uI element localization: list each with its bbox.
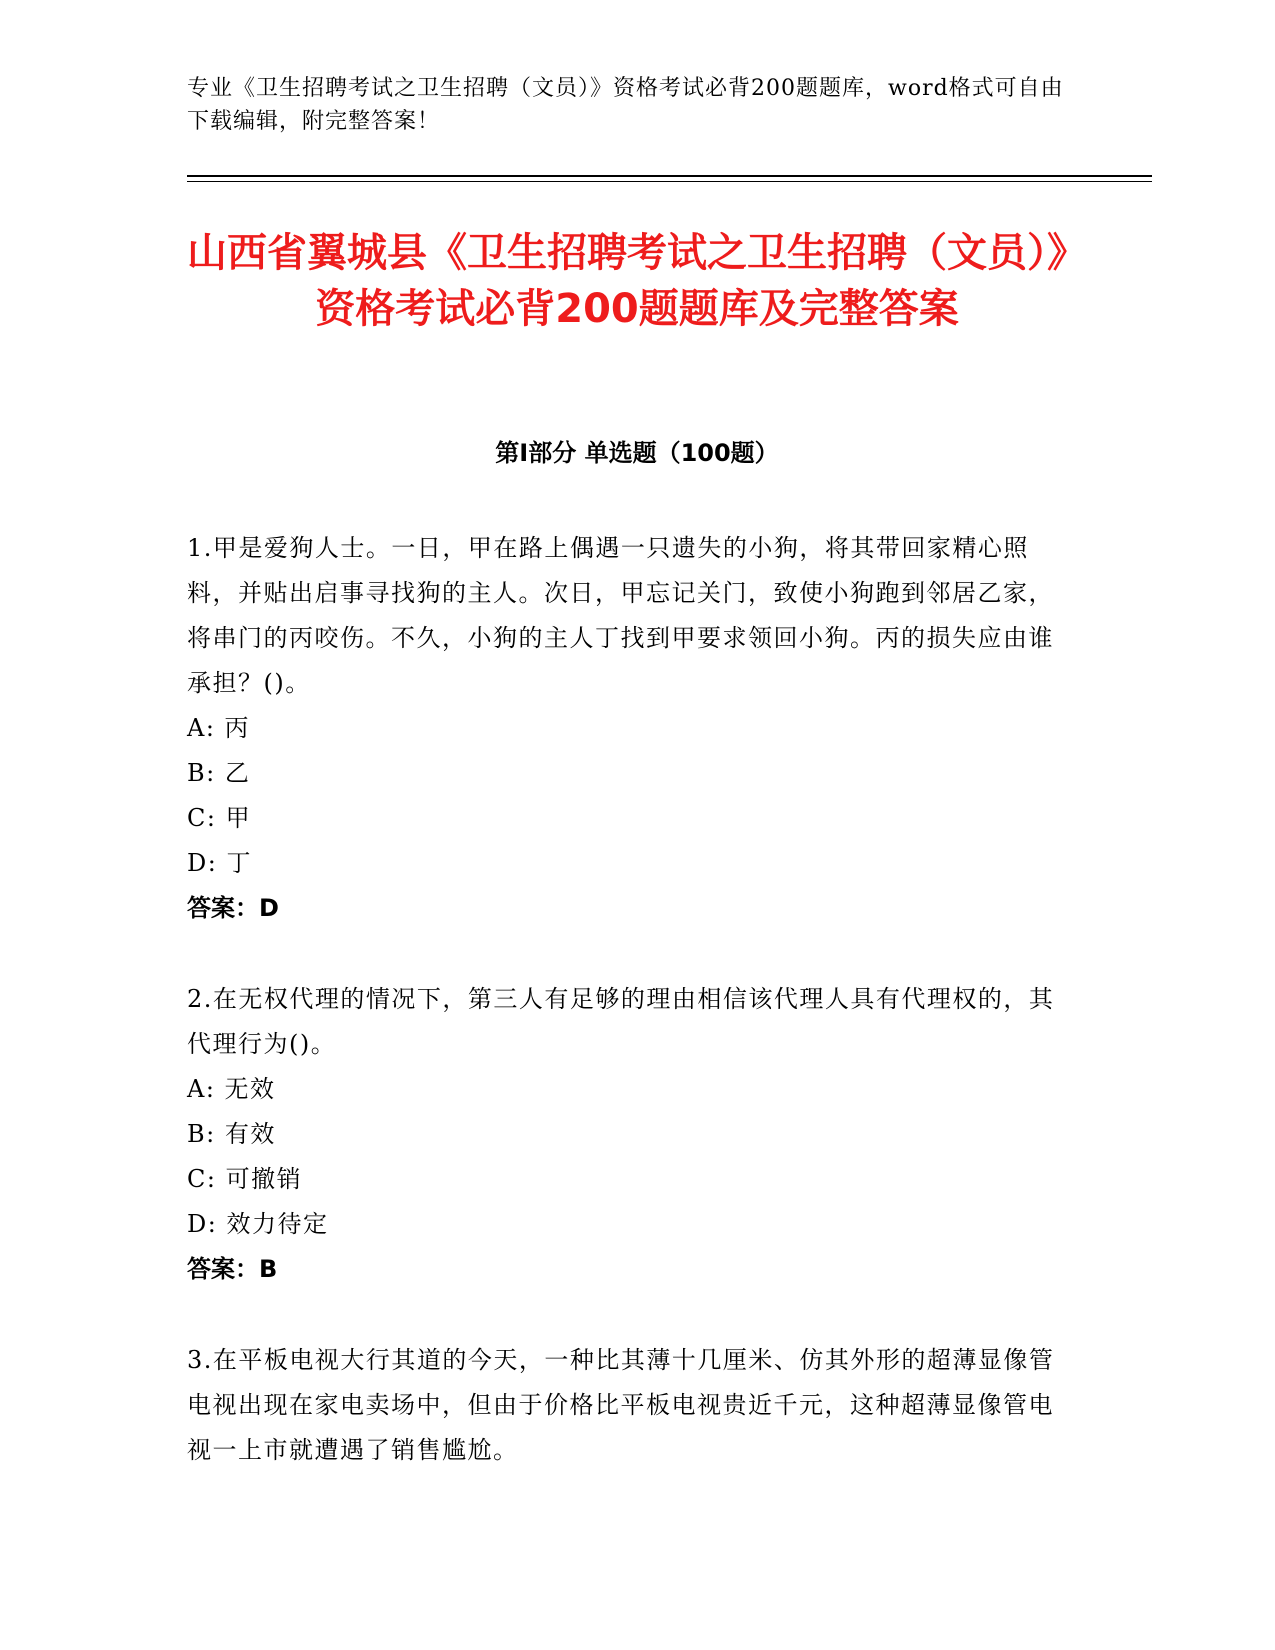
answer-label: 答案：B bbox=[187, 1255, 278, 1283]
document-title: 山西省翼城县《卫生招聘考试之卫生招聘（文员）》资格考试必背200题题库及完整答案 bbox=[187, 230, 1087, 332]
question-text: 1.甲是爱狗人士。一日，甲在路上偶遇一只遗失的小狗，将其带回家精心照料，并贴出启事寻找狗的主人。次日，甲忘记关门，致使小狗跑到邻居乙家，将串门的丙咬伤。不久，小狗的主人丁找到甲要求领回小狗。丙的损失应由谁承担？()。 bbox=[187, 534, 1054, 697]
header-divider-thick bbox=[187, 175, 1152, 177]
header-description: 专业《卫生招聘考试之卫生招聘（文员）》资格考试必背200题题库，word格式可自由下载编辑，附完整答案！ bbox=[187, 76, 1064, 134]
answer-label: 答案：D bbox=[187, 894, 279, 922]
option-c: C: 可撤销 bbox=[187, 1165, 303, 1193]
question-3 bbox=[187, 1338, 1067, 1473]
question-list bbox=[187, 526, 1067, 1519]
question-1 bbox=[187, 526, 1067, 931]
question-2 bbox=[187, 977, 1067, 1292]
option-d: D: 丁 bbox=[187, 849, 252, 877]
option-b: B: 有效 bbox=[187, 1120, 276, 1148]
section-heading: 第I部分 单选题（100题） bbox=[495, 439, 779, 467]
option-a: A: 丙 bbox=[187, 714, 251, 742]
option-a: A: 无效 bbox=[187, 1075, 276, 1103]
option-c: C: 甲 bbox=[187, 804, 252, 832]
header-divider-thin bbox=[187, 181, 1152, 182]
question-text: 2.在无权代理的情况下，第三人有足够的理由相信该代理人具有代理权的，其代理行为()。 bbox=[187, 985, 1055, 1058]
option-d: D: 效力待定 bbox=[187, 1210, 329, 1238]
option-b: B: 乙 bbox=[187, 759, 251, 787]
question-text: 3.在平板电视大行其道的今天，一种比其薄十几厘米、仿其外形的超薄显像管电视出现在家电卖场中，但由于价格比平板电视贵近千元，这种超薄显像管电视一上市就遭遇了销售尴尬。 bbox=[187, 1346, 1055, 1464]
